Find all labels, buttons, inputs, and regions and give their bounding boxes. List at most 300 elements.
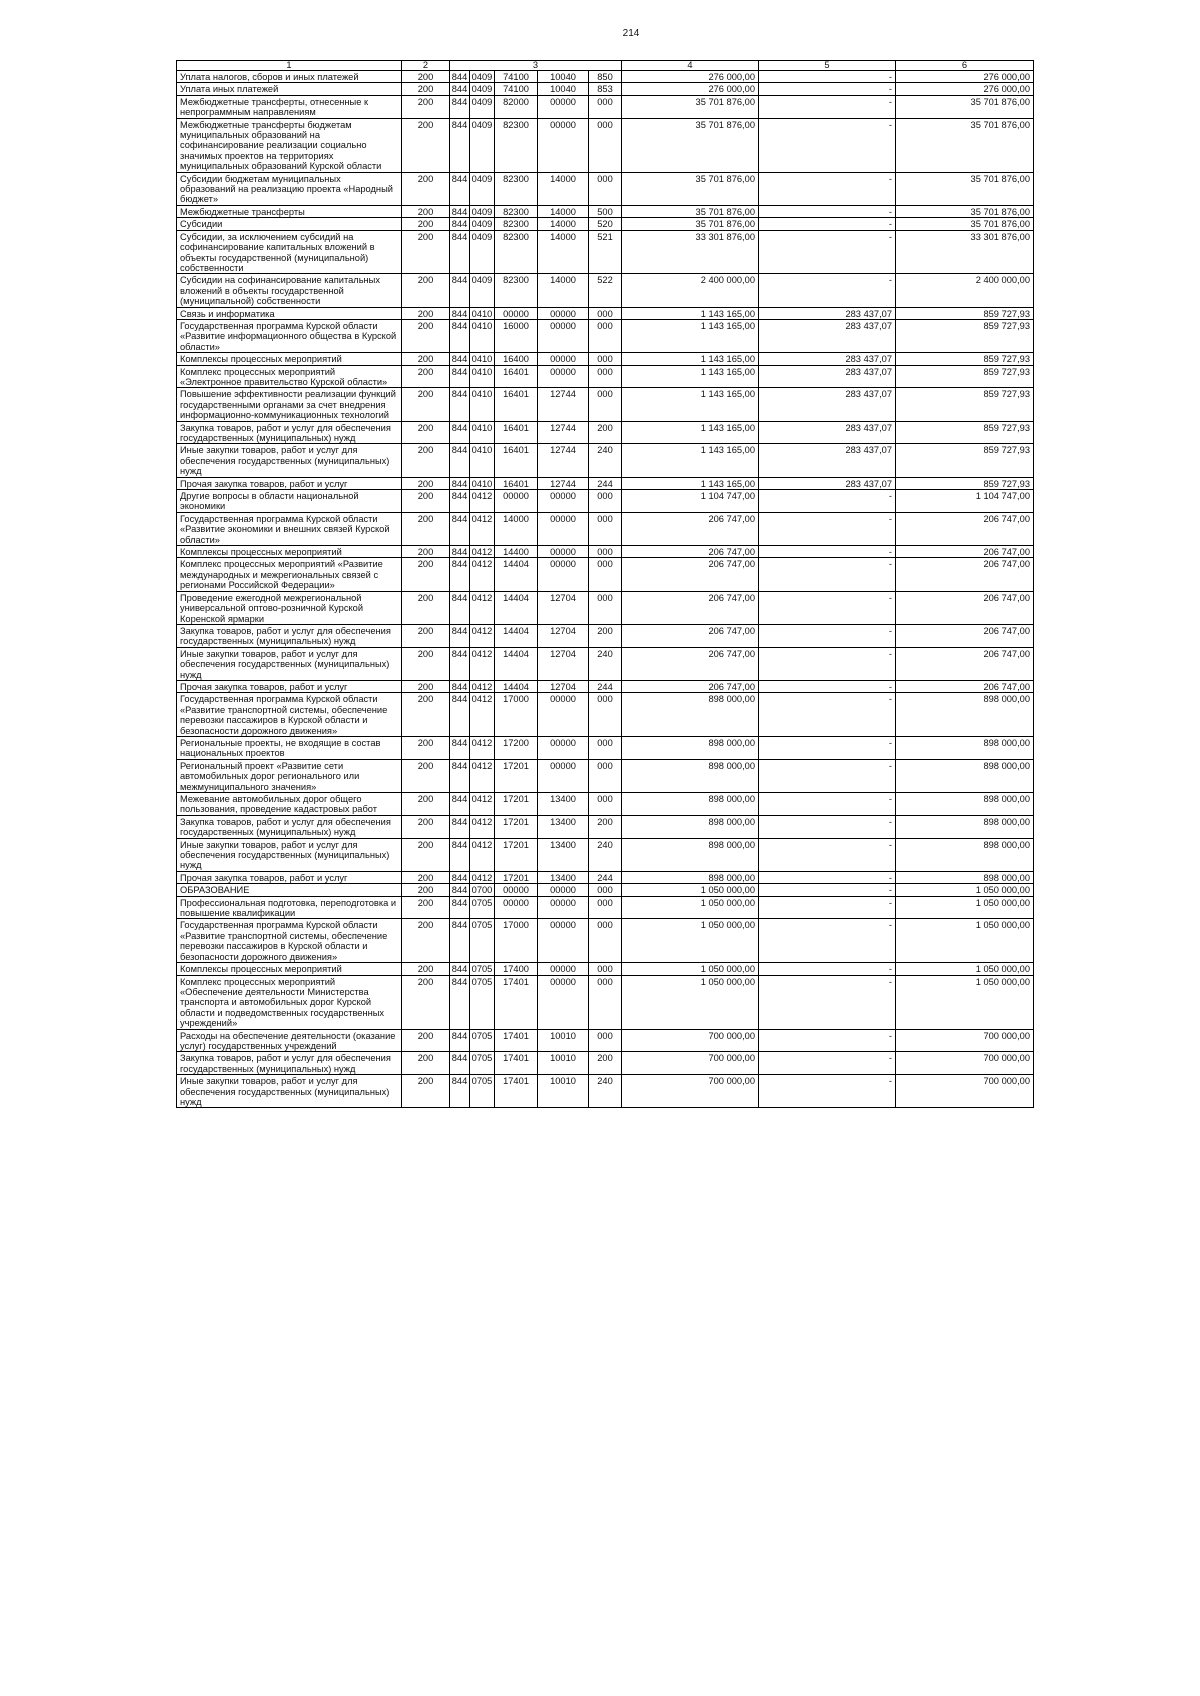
table-row <box>177 546 1034 558</box>
amount-col5-cell: - <box>759 591 896 624</box>
ministry-code-cell: 844 <box>450 793 470 816</box>
section-code-cell: 200 <box>402 871 450 883</box>
ministry-code-cell: 844 <box>450 546 470 558</box>
expense-type-code-cell: 500 <box>589 205 622 217</box>
direction-code-cell: 00000 <box>538 963 589 975</box>
ministry-code-cell: 844 <box>450 71 470 83</box>
amount-col6-cell: 206 747,00 <box>896 546 1034 558</box>
amount-col5-cell: - <box>759 793 896 816</box>
table-row <box>177 274 1034 307</box>
ministry-code-cell: 844 <box>450 205 470 217</box>
direction-code-cell: 12744 <box>538 444 589 477</box>
expense-type-code-cell: 522 <box>589 274 622 307</box>
program-code-cell: 82300 <box>495 274 538 307</box>
amount-col4-cell: 206 747,00 <box>622 512 759 545</box>
ministry-code-cell: 844 <box>450 838 470 871</box>
amount-col4-cell: 1 143 165,00 <box>622 365 759 388</box>
item-name-cell: Комплексы процессных мероприятий <box>177 546 402 558</box>
direction-code-cell: 00000 <box>538 759 589 792</box>
amount-col6-cell: 859 727,93 <box>896 365 1034 388</box>
section-code-cell: 200 <box>402 975 450 1029</box>
amount-col5-cell: 283 437,07 <box>759 307 896 319</box>
subsection-code-cell: 0409 <box>470 95 495 118</box>
amount-col5-cell: - <box>759 1075 896 1108</box>
direction-code-cell: 00000 <box>538 307 589 319</box>
ministry-code-cell: 844 <box>450 1052 470 1075</box>
amount-col6-cell: 898 000,00 <box>896 693 1034 737</box>
table-row <box>177 884 1034 896</box>
budget-table <box>176 60 1034 1108</box>
table-row <box>177 444 1034 477</box>
section-code-cell: 200 <box>402 71 450 83</box>
item-name-cell: Иные закупки товаров, работ и услуг для обеспечения государственных (муниципальных) нужд <box>177 838 402 871</box>
amount-col6-cell: 276 000,00 <box>896 71 1034 83</box>
program-code-cell: 17401 <box>495 1052 538 1075</box>
expense-type-code-cell: 000 <box>589 963 622 975</box>
program-code-cell: 74100 <box>495 71 538 83</box>
subsection-code-cell: 0705 <box>470 919 495 963</box>
section-code-cell: 200 <box>402 230 450 274</box>
amount-col4-cell: 1 050 000,00 <box>622 896 759 919</box>
amount-col5-cell: 283 437,07 <box>759 353 896 365</box>
subsection-code-cell: 0410 <box>470 388 495 421</box>
ministry-code-cell: 844 <box>450 975 470 1029</box>
table-row <box>177 793 1034 816</box>
ministry-code-cell: 844 <box>450 83 470 95</box>
amount-col5-cell: - <box>759 896 896 919</box>
amount-col4-cell: 898 000,00 <box>622 693 759 737</box>
table-row <box>177 1029 1034 1052</box>
expense-type-code-cell: 853 <box>589 83 622 95</box>
ministry-code-cell: 844 <box>450 896 470 919</box>
section-code-cell: 200 <box>402 558 450 591</box>
expense-type-code-cell: 000 <box>589 307 622 319</box>
item-name-cell: Проведение ежегодной межрегиональной универсальной оптово-розничной Курской Коренской ярмарки <box>177 591 402 624</box>
section-code-cell: 200 <box>402 353 450 365</box>
direction-code-cell: 13400 <box>538 815 589 838</box>
direction-code-cell: 14000 <box>538 274 589 307</box>
amount-col6-cell: 35 701 876,00 <box>896 205 1034 217</box>
amount-col4-cell: 35 701 876,00 <box>622 205 759 217</box>
section-code-cell: 200 <box>402 307 450 319</box>
expense-type-code-cell: 000 <box>589 558 622 591</box>
amount-col5-cell: - <box>759 815 896 838</box>
amount-col5-cell: 283 437,07 <box>759 319 896 352</box>
amount-col5-cell: 283 437,07 <box>759 365 896 388</box>
amount-col5-cell: - <box>759 1052 896 1075</box>
expense-type-code-cell: 240 <box>589 1075 622 1108</box>
amount-col6-cell: 1 050 000,00 <box>896 919 1034 963</box>
program-code-cell: 17401 <box>495 1075 538 1108</box>
subsection-code-cell: 0412 <box>470 693 495 737</box>
subsection-code-cell: 0705 <box>470 1075 495 1108</box>
subsection-code-cell: 0412 <box>470 838 495 871</box>
amount-col4-cell: 1 143 165,00 <box>622 444 759 477</box>
amount-col5-cell: 283 437,07 <box>759 477 896 489</box>
subsection-code-cell: 0409 <box>470 83 495 95</box>
program-code-cell: 74100 <box>495 83 538 95</box>
amount-col5-cell: - <box>759 71 896 83</box>
ministry-code-cell: 844 <box>450 884 470 896</box>
amount-col6-cell: 35 701 876,00 <box>896 118 1034 172</box>
amount-col6-cell: 859 727,93 <box>896 353 1034 365</box>
ministry-code-cell: 844 <box>450 444 470 477</box>
amount-col6-cell: 1 050 000,00 <box>896 884 1034 896</box>
ministry-code-cell: 844 <box>450 365 470 388</box>
amount-col6-cell: 1 104 747,00 <box>896 490 1034 513</box>
expense-type-code-cell: 521 <box>589 230 622 274</box>
amount-col5-cell: - <box>759 205 896 217</box>
item-name-cell: Межбюджетные трансферты <box>177 205 402 217</box>
subsection-code-cell: 0410 <box>470 444 495 477</box>
amount-col4-cell: 898 000,00 <box>622 815 759 838</box>
amount-col4-cell: 1 104 747,00 <box>622 490 759 513</box>
amount-col5-cell: - <box>759 838 896 871</box>
amount-col5-cell: - <box>759 736 896 759</box>
amount-col5-cell: - <box>759 624 896 647</box>
amount-col6-cell: 898 000,00 <box>896 838 1034 871</box>
ministry-code-cell: 844 <box>450 353 470 365</box>
program-code-cell: 17201 <box>495 759 538 792</box>
subsection-code-cell: 0700 <box>470 884 495 896</box>
expense-type-code-cell: 200 <box>589 624 622 647</box>
amount-col5-cell: 283 437,07 <box>759 421 896 444</box>
table-row <box>177 963 1034 975</box>
table-row <box>177 680 1034 692</box>
section-code-cell: 200 <box>402 172 450 205</box>
section-code-cell: 200 <box>402 815 450 838</box>
amount-col5-cell: - <box>759 1029 896 1052</box>
ministry-code-cell: 844 <box>450 624 470 647</box>
direction-code-cell: 13400 <box>538 871 589 883</box>
program-code-cell: 14404 <box>495 680 538 692</box>
program-code-cell: 17000 <box>495 919 538 963</box>
ministry-code-cell: 844 <box>450 693 470 737</box>
amount-col6-cell: 1 050 000,00 <box>896 975 1034 1029</box>
direction-code-cell: 10010 <box>538 1075 589 1108</box>
table-row <box>177 1052 1034 1075</box>
ministry-code-cell: 844 <box>450 218 470 230</box>
subsection-code-cell: 0705 <box>470 896 495 919</box>
table-row <box>177 388 1034 421</box>
amount-col5-cell: 283 437,07 <box>759 444 896 477</box>
table-row <box>177 736 1034 759</box>
amount-col4-cell: 898 000,00 <box>622 736 759 759</box>
item-name-cell: Региональный проект «Развитие сети автомобильных дорог регионального или межмуниципального значения» <box>177 759 402 792</box>
expense-type-code-cell: 850 <box>589 71 622 83</box>
amount-col4-cell: 898 000,00 <box>622 838 759 871</box>
item-name-cell: Комплексы процессных мероприятий <box>177 353 402 365</box>
expense-type-code-cell: 000 <box>589 975 622 1029</box>
subsection-code-cell: 0412 <box>470 624 495 647</box>
ministry-code-cell: 844 <box>450 388 470 421</box>
ministry-code-cell: 844 <box>450 512 470 545</box>
amount-col5-cell: - <box>759 871 896 883</box>
expense-type-code-cell: 000 <box>589 319 622 352</box>
table-row <box>177 919 1034 963</box>
direction-code-cell: 13400 <box>538 838 589 871</box>
expense-type-code-cell: 000 <box>589 759 622 792</box>
program-code-cell: 16401 <box>495 477 538 489</box>
program-code-cell: 17000 <box>495 693 538 737</box>
item-name-cell: Комплексы процессных мероприятий <box>177 963 402 975</box>
section-code-cell: 200 <box>402 421 450 444</box>
direction-code-cell: 00000 <box>538 693 589 737</box>
item-name-cell: Прочая закупка товаров, работ и услуг <box>177 680 402 692</box>
amount-col4-cell: 35 701 876,00 <box>622 118 759 172</box>
subsection-code-cell: 0412 <box>470 759 495 792</box>
table-row <box>177 490 1034 513</box>
direction-code-cell: 12744 <box>538 477 589 489</box>
item-name-cell: Закупка товаров, работ и услуг для обеспечения государственных (муниципальных) нужд <box>177 815 402 838</box>
subsection-code-cell: 0412 <box>470 793 495 816</box>
ministry-code-cell: 844 <box>450 963 470 975</box>
amount-col6-cell: 35 701 876,00 <box>896 95 1034 118</box>
amount-col5-cell: - <box>759 172 896 205</box>
item-name-cell: Субсидии, за исключением субсидий на софинансирование капитальных вложений в объекты государственной (муниципальной) собственности <box>177 230 402 274</box>
ministry-code-cell: 844 <box>450 680 470 692</box>
subsection-code-cell: 0410 <box>470 319 495 352</box>
ministry-code-cell: 844 <box>450 307 470 319</box>
ministry-code-cell: 844 <box>450 421 470 444</box>
expense-type-code-cell: 240 <box>589 647 622 680</box>
amount-col5-cell: - <box>759 218 896 230</box>
amount-col5-cell: - <box>759 83 896 95</box>
direction-code-cell: 14000 <box>538 218 589 230</box>
table-row <box>177 759 1034 792</box>
ministry-code-cell: 844 <box>450 118 470 172</box>
section-code-cell: 200 <box>402 591 450 624</box>
amount-col6-cell: 898 000,00 <box>896 793 1034 816</box>
direction-code-cell: 00000 <box>538 736 589 759</box>
section-code-cell: 200 <box>402 490 450 513</box>
amount-col6-cell: 206 747,00 <box>896 647 1034 680</box>
item-name-cell: Комплекс процессных мероприятий «Обеспечение деятельности Министерства транспорта и автомобильных дорог Курской области и подведомственных государственных учреждений» <box>177 975 402 1029</box>
table-row <box>177 205 1034 217</box>
direction-code-cell: 00000 <box>538 490 589 513</box>
item-name-cell: Иные закупки товаров, работ и услуг для обеспечения государственных (муниципальных) нужд <box>177 1075 402 1108</box>
expense-type-code-cell: 000 <box>589 95 622 118</box>
expense-type-code-cell: 000 <box>589 736 622 759</box>
item-name-cell: Комплекс процессных мероприятий «Электронное правительство Курской области» <box>177 365 402 388</box>
amount-col5-cell: - <box>759 274 896 307</box>
table-row <box>177 838 1034 871</box>
item-name-cell: Межбюджетные трансферты, отнесенные к непрограммным направлениям <box>177 95 402 118</box>
direction-code-cell: 10010 <box>538 1052 589 1075</box>
subsection-code-cell: 0410 <box>470 353 495 365</box>
ministry-code-cell: 844 <box>450 1075 470 1108</box>
section-code-cell: 200 <box>402 896 450 919</box>
amount-col5-cell: - <box>759 546 896 558</box>
expense-type-code-cell: 000 <box>589 365 622 388</box>
direction-code-cell: 13400 <box>538 793 589 816</box>
expense-type-code-cell: 200 <box>589 421 622 444</box>
program-code-cell: 17201 <box>495 838 538 871</box>
expense-type-code-cell: 000 <box>589 1029 622 1052</box>
amount-col4-cell: 1 050 000,00 <box>622 884 759 896</box>
amount-col6-cell: 35 701 876,00 <box>896 172 1034 205</box>
ministry-code-cell: 844 <box>450 230 470 274</box>
item-name-cell: Связь и информатика <box>177 307 402 319</box>
amount-col4-cell: 1 050 000,00 <box>622 963 759 975</box>
subsection-code-cell: 0412 <box>470 736 495 759</box>
section-code-cell: 200 <box>402 512 450 545</box>
amount-col5-cell: - <box>759 975 896 1029</box>
section-code-cell: 200 <box>402 838 450 871</box>
amount-col6-cell: 859 727,93 <box>896 444 1034 477</box>
direction-code-cell: 00000 <box>538 353 589 365</box>
amount-col5-cell: - <box>759 230 896 274</box>
expense-type-code-cell: 244 <box>589 680 622 692</box>
table-body <box>177 71 1034 1108</box>
expense-type-code-cell: 000 <box>589 884 622 896</box>
amount-col4-cell: 898 000,00 <box>622 871 759 883</box>
direction-code-cell: 00000 <box>538 365 589 388</box>
table-row <box>177 218 1034 230</box>
table-row <box>177 95 1034 118</box>
amount-col4-cell: 35 701 876,00 <box>622 172 759 205</box>
header-cell: 5 <box>759 61 896 71</box>
item-name-cell: Государственная программа Курской области «Развитие экономики и внешних связей Курской области» <box>177 512 402 545</box>
item-name-cell: Субсидии на софинансирование капитальных вложений в объекты государственной (муниципальной) собственности <box>177 274 402 307</box>
amount-col4-cell: 700 000,00 <box>622 1029 759 1052</box>
subsection-code-cell: 0409 <box>470 274 495 307</box>
section-code-cell: 200 <box>402 963 450 975</box>
amount-col4-cell: 206 747,00 <box>622 624 759 647</box>
program-code-cell: 17201 <box>495 871 538 883</box>
amount-col6-cell: 700 000,00 <box>896 1029 1034 1052</box>
section-code-cell: 200 <box>402 680 450 692</box>
item-name-cell: Комплекс процессных мероприятий «Развитие международных и межрегиональных связей с регионами Российской Федерации» <box>177 558 402 591</box>
amount-col6-cell: 859 727,93 <box>896 319 1034 352</box>
program-code-cell: 17401 <box>495 975 538 1029</box>
section-code-cell: 200 <box>402 759 450 792</box>
amount-col4-cell: 1 143 165,00 <box>622 353 759 365</box>
subsection-code-cell: 0410 <box>470 477 495 489</box>
ministry-code-cell: 844 <box>450 319 470 352</box>
direction-code-cell: 14000 <box>538 205 589 217</box>
subsection-code-cell: 0410 <box>470 421 495 444</box>
table-row <box>177 815 1034 838</box>
item-name-cell: Повышение эффективности реализации функций государственными органами за счет внедрения информационно-коммуникационных технологий <box>177 388 402 421</box>
amount-col5-cell: - <box>759 963 896 975</box>
table-row <box>177 421 1034 444</box>
subsection-code-cell: 0409 <box>470 71 495 83</box>
item-name-cell: Межевание автомобильных дорог общего пользования, проведение кадастровых работ <box>177 793 402 816</box>
item-name-cell: Прочая закупка товаров, работ и услуг <box>177 477 402 489</box>
subsection-code-cell: 0412 <box>470 490 495 513</box>
program-code-cell: 82300 <box>495 118 538 172</box>
item-name-cell: ОБРАЗОВАНИЕ <box>177 884 402 896</box>
program-code-cell: 16000 <box>495 319 538 352</box>
expense-type-code-cell: 000 <box>589 388 622 421</box>
item-name-cell: Субсидии бюджетам муниципальных образований на реализацию проекта «Народный бюджет» <box>177 172 402 205</box>
section-code-cell: 200 <box>402 919 450 963</box>
table-row <box>177 477 1034 489</box>
section-code-cell: 200 <box>402 118 450 172</box>
header-cell: 3 <box>450 61 622 71</box>
direction-code-cell: 00000 <box>538 896 589 919</box>
amount-col6-cell: 206 747,00 <box>896 624 1034 647</box>
subsection-code-cell: 0412 <box>470 512 495 545</box>
amount-col4-cell: 700 000,00 <box>622 1052 759 1075</box>
section-code-cell: 200 <box>402 274 450 307</box>
subsection-code-cell: 0412 <box>470 680 495 692</box>
table-row <box>177 230 1034 274</box>
page-number: 214 <box>622 28 640 39</box>
expense-type-code-cell: 244 <box>589 477 622 489</box>
section-code-cell: 200 <box>402 647 450 680</box>
amount-col4-cell: 1 143 165,00 <box>622 477 759 489</box>
amount-col6-cell: 1 050 000,00 <box>896 896 1034 919</box>
program-code-cell: 17200 <box>495 736 538 759</box>
amount-col5-cell: 283 437,07 <box>759 388 896 421</box>
ministry-code-cell: 844 <box>450 759 470 792</box>
amount-col4-cell: 276 000,00 <box>622 71 759 83</box>
table-row <box>177 1075 1034 1108</box>
table-row <box>177 647 1034 680</box>
amount-col6-cell: 206 747,00 <box>896 558 1034 591</box>
item-name-cell: Государственная программа Курской области «Развитие информационного общества в Курской области» <box>177 319 402 352</box>
direction-code-cell: 00000 <box>538 95 589 118</box>
program-code-cell: 16401 <box>495 365 538 388</box>
program-code-cell: 16401 <box>495 388 538 421</box>
section-code-cell: 200 <box>402 365 450 388</box>
subsection-code-cell: 0412 <box>470 647 495 680</box>
program-code-cell: 00000 <box>495 307 538 319</box>
item-name-cell: Субсидии <box>177 218 402 230</box>
subsection-code-cell: 0412 <box>470 871 495 883</box>
table-row <box>177 353 1034 365</box>
amount-col6-cell: 859 727,93 <box>896 388 1034 421</box>
program-code-cell: 14404 <box>495 647 538 680</box>
amount-col5-cell: - <box>759 118 896 172</box>
program-code-cell: 14000 <box>495 512 538 545</box>
table-row <box>177 118 1034 172</box>
item-name-cell: Государственная программа Курской области «Развитие транспортной системы, обеспечение перевозки пассажиров в Курской области и безопасности дорожного движения» <box>177 919 402 963</box>
header-cell: 4 <box>622 61 759 71</box>
amount-col6-cell: 206 747,00 <box>896 591 1034 624</box>
program-code-cell: 14404 <box>495 558 538 591</box>
amount-col4-cell: 2 400 000,00 <box>622 274 759 307</box>
amount-col4-cell: 700 000,00 <box>622 1075 759 1108</box>
subsection-code-cell: 0409 <box>470 118 495 172</box>
ministry-code-cell: 844 <box>450 871 470 883</box>
table-row <box>177 319 1034 352</box>
direction-code-cell: 12704 <box>538 591 589 624</box>
program-code-cell: 82000 <box>495 95 538 118</box>
expense-type-code-cell: 000 <box>589 793 622 816</box>
expense-type-code-cell: 000 <box>589 919 622 963</box>
expense-type-code-cell: 000 <box>589 118 622 172</box>
amount-col4-cell: 206 747,00 <box>622 558 759 591</box>
table-row <box>177 172 1034 205</box>
amount-col5-cell: - <box>759 558 896 591</box>
section-code-cell: 200 <box>402 546 450 558</box>
expense-type-code-cell: 000 <box>589 896 622 919</box>
direction-code-cell: 00000 <box>538 975 589 1029</box>
section-code-cell: 200 <box>402 218 450 230</box>
table-row <box>177 871 1034 883</box>
direction-code-cell: 00000 <box>538 319 589 352</box>
section-code-cell: 200 <box>402 624 450 647</box>
subsection-code-cell: 0412 <box>470 815 495 838</box>
direction-code-cell: 00000 <box>538 118 589 172</box>
program-code-cell: 82300 <box>495 172 538 205</box>
amount-col4-cell: 276 000,00 <box>622 83 759 95</box>
program-code-cell: 00000 <box>495 884 538 896</box>
direction-code-cell: 00000 <box>538 884 589 896</box>
